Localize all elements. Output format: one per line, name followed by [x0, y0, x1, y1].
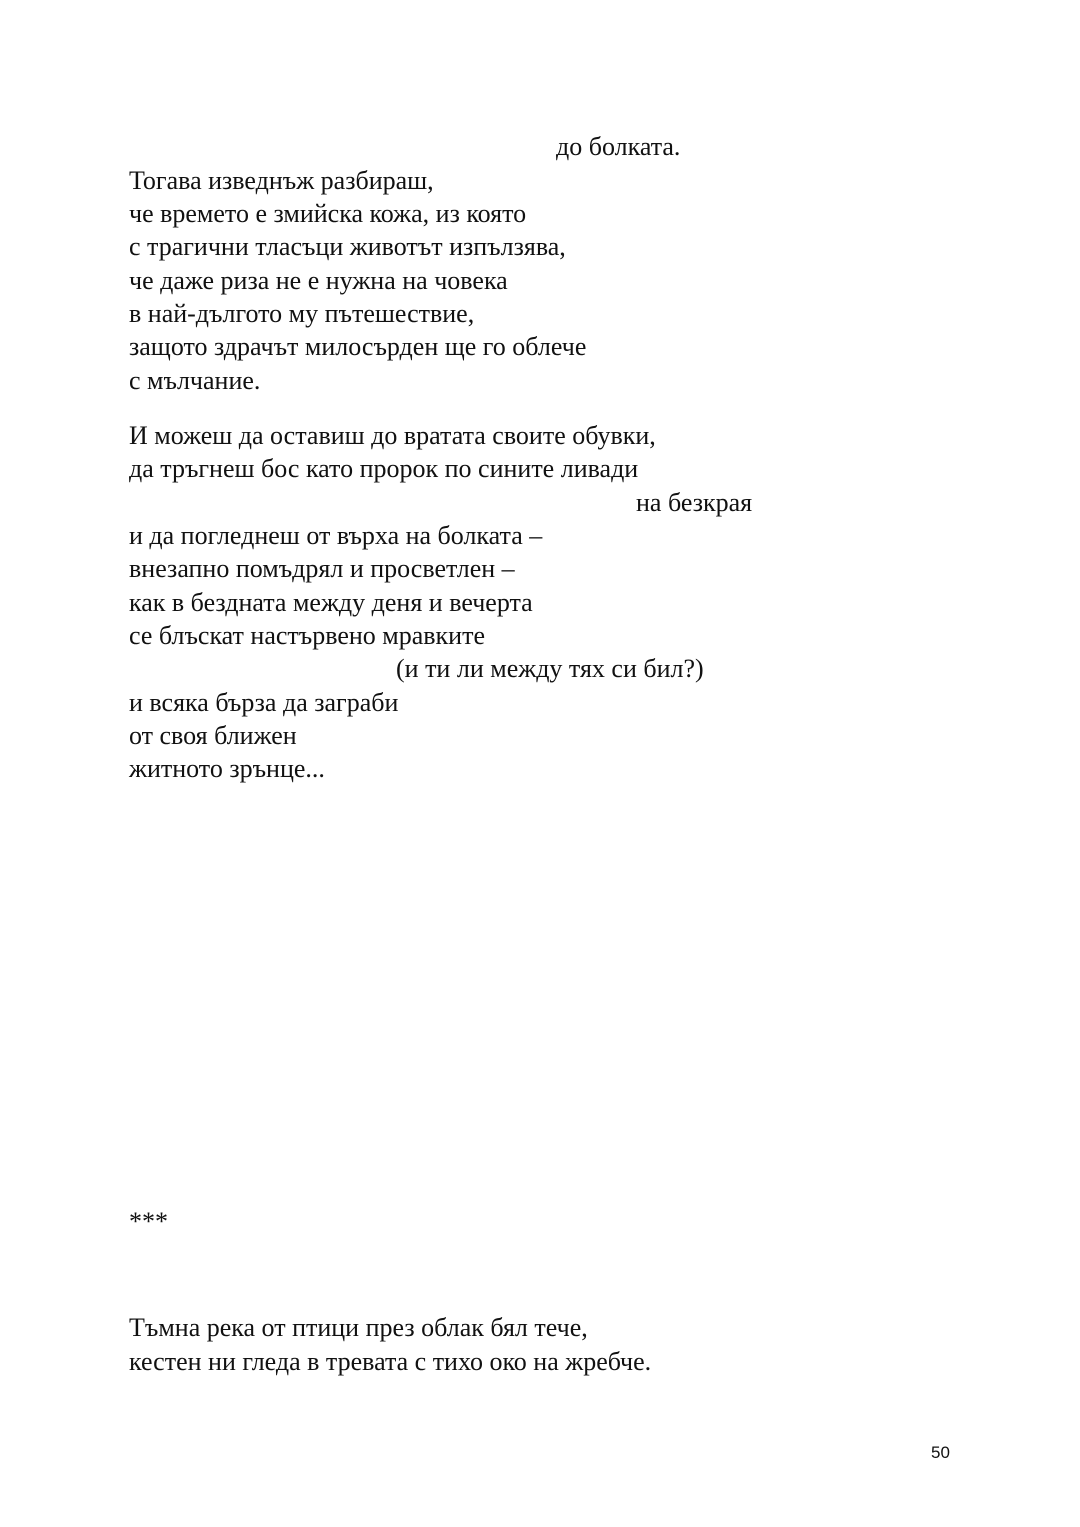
poem-line: с трагични тласъци животът изпълзява, [129, 232, 566, 261]
poem-line: в най-дългото му пътешествие, [129, 299, 475, 328]
poem-line: защото здрачът милосърден ще го облече [129, 332, 587, 361]
poem-line: (и ти ли между тях си бил?) [396, 654, 704, 683]
poem-line: И можеш да оставиш до вратата своите обувки, [129, 421, 656, 450]
poem-line: с мълчание. [129, 366, 261, 395]
poem-line: че времето е змийска кожа, из която [129, 199, 527, 228]
poem-line: и да погледнеш от върха на болката – [129, 521, 543, 550]
page-number: 50 [931, 1443, 950, 1462]
section-separator: *** [129, 1207, 168, 1236]
poem-line: как в бездната между деня и вечерта [129, 588, 533, 617]
poem-line: от своя ближен [129, 721, 297, 750]
poem-line: Тогава изведнъж разбираш, [129, 166, 434, 195]
poem-line: на безкрая [636, 488, 753, 517]
poem-line: житното зрънце... [129, 754, 325, 783]
poem-line: да тръгнеш бос като пророк по сините ливади [129, 454, 639, 483]
poem-line: кестен ни гледа в тревата с тихо око на жребче. [129, 1347, 652, 1376]
poem-line: Тъмна река от птици през облак бял тече, [129, 1313, 588, 1342]
poem-line: до болката. [556, 132, 681, 161]
poem-line: внезапно помъдрял и просветлен – [129, 554, 515, 583]
poem-line: и всяка бърза да заграби [129, 688, 399, 717]
poem-line: че даже риза не е нужна на човека [129, 266, 508, 295]
poem-line: се блъскат настървено мравките [129, 621, 486, 650]
